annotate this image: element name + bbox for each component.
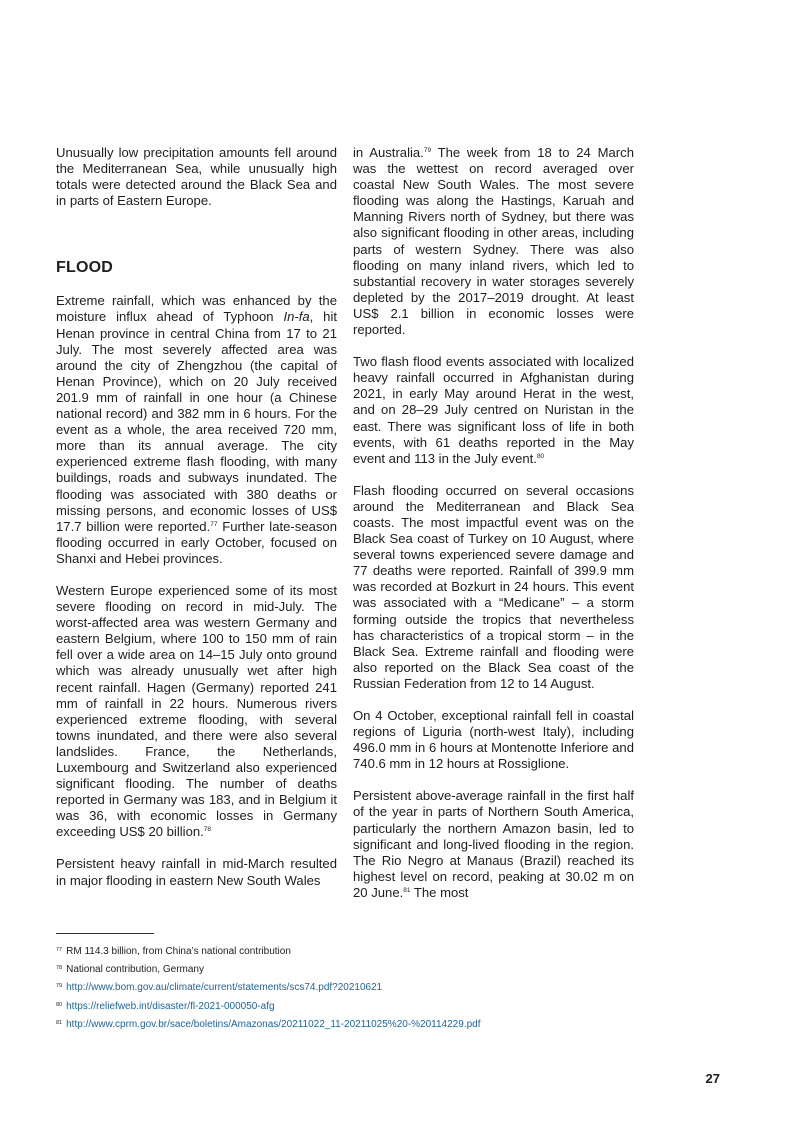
paragraph-amazon	[353, 788, 634, 901]
paragraph-mediterranean: Unusually low precipitation amounts fell around the Mediterranean Sea, while unusually high totals were detected around the Black Sea and in parts of Eastern Europe.	[56, 145, 337, 209]
paragraph-new-south-wales: Persistent heavy rainfall in mid-March resulted in major flooding in eastern New South Wales	[56, 856, 337, 888]
footnote-number: 78	[56, 965, 63, 972]
footnote-80	[56, 997, 480, 1015]
footnote-number: 81	[56, 1019, 63, 1026]
text: Extreme rainfall, which was enhanced by the moisture influx ahead of Typhoon	[56, 293, 337, 325]
paragraph-australia	[353, 145, 634, 338]
footnote-number: 80	[56, 1001, 63, 1008]
text: in Australia.	[353, 145, 424, 160]
footnote-ref[interactable]: 79	[423, 147, 432, 154]
paragraph-western-europe	[56, 583, 337, 841]
paragraph-henan	[56, 293, 337, 567]
section-heading-flood: FLOOD	[56, 259, 113, 277]
footnote-text: National contribution, Germany	[66, 964, 204, 976]
left-column	[56, 145, 337, 889]
footnote-number: 79	[56, 983, 63, 990]
footnote-78	[56, 960, 480, 978]
text: Persistent above-average rainfall in the first half of the year in parts of Northern South America, particularly the northern Amazon basin, led to significant and long-lived flooding in the region. The Rio Negro at Manaus (Brazil) reached its highest level on record, peaking at 30.02 m on 20 June.	[353, 788, 634, 900]
text: , hit Henan province in central China from 17 to 21 July. The most severely affected area was around the city of Zhengzhou (the capital of Henan Province), which on 20 July received 201.9 mm of rainfall in one hour (a Chinese national record) and 382 mm in 6 hours. For the event as a whole, the area received 720 mm, more than its annual average. The city experienced extreme flash flooding, with many buildings, roads and subways inundated. The flooding was associated with 380 deaths or missing persons, and economic losses of US$ 17.7 billion were reported.	[56, 309, 337, 534]
paragraph-liguria: On 4 October, exceptional rainfall fell in coastal regions of Liguria (north-west Italy), including 496.0 mm in 6 hours at Montenotte Inferiore and 740.6 mm in 12 hours at Rossiglione.	[353, 708, 634, 772]
text: Western Europe experienced some of its most severe flooding on record in mid-July. The worst-affected area was western Germany and eastern Belgium, where 100 to 150 mm of rain fell over a wide area on 14–15 July onto ground which was already unusually wet after high recent rainfall. Hagen (Germany) reported 241 mm of rainfall in 22 hours. Numerous rivers experienced extreme flooding, with several towns inundated, and there were also several landslides. France, the Netherlands, Luxembourg and Switzerland also experienced significant flooding. The number of deaths reported in Germany was 183, and in Belgium it was 36, with economic losses in Germany exceeding US$ 20 billion.	[56, 582, 337, 840]
footnote-link[interactable]: http://www.cprm.gov.br/sace/boletins/Amazonas/20211022_11-20211025%20-%20114229.pdf	[66, 1018, 481, 1030]
text: The most	[410, 884, 469, 900]
paragraph-black-sea: Flash flooding occurred on several occasions around the Mediterranean and Black Sea coasts. The most impactful event was on the Black Sea coast of Turkey on 10 August, where several towns experienced severe damage and 77 deaths were reported. Rainfall of 399.9 mm was recorded at Bozkurt in 24 hours. This event was associated with a “Medicane” – a storm forming outside the tropics that nevertheless has characteristics of a tropical storm – in the Black Sea. Extreme rainfall and flooding were also reported on the Black Sea coast of the Russian Federation from 12 to 14 August.	[353, 482, 634, 691]
footnotes	[56, 942, 480, 1033]
footnote-number: 77	[56, 947, 63, 953]
footnote-77	[56, 942, 480, 960]
footnote-ref[interactable]: 81	[403, 886, 411, 894]
footnote-divider	[56, 933, 154, 934]
text: The week from 18 to 24 March was the wettest on record averaged over coastal New South Wales. The most severe flooding was along the Hastings, Karuah and Manning Rivers north of Sydney, but there was also significant flooding in other areas, including parts of western Sydney. There was also flooding on many inland rivers, which led to substantial recovery in water storages severely depleted by the 2017–2019 drought. At least US$ 2.1 billion in economic losses were reported.	[353, 145, 634, 338]
footnote-79	[56, 978, 480, 996]
text: Further late-season flooding occurred in early October, focused on Shanxi and Hebei provinces.	[56, 518, 337, 566]
right-column	[353, 145, 634, 901]
footnote-ref[interactable]: 78	[203, 826, 211, 834]
paragraph-afghanistan	[353, 354, 634, 467]
footnote-81	[56, 1015, 480, 1033]
footnote-text: RM 114.3 billion, from China’s national contribution	[66, 946, 291, 957]
footnote-ref[interactable]: 80	[536, 452, 545, 460]
footnote-link[interactable]: http://www.bom.gov.au/climate/current/statements/scs74.pdf?20210621	[66, 982, 383, 994]
footnote-link[interactable]: https://reliefweb.int/disaster/fl-2021-000050-afg	[66, 1000, 275, 1012]
footnote-ref[interactable]: 77	[210, 520, 218, 528]
page-number: 27	[705, 1071, 720, 1086]
typhoon-name: In-fa	[283, 309, 310, 325]
text: Two flash flood events associated with localized heavy rainfall occurred in Afghanistan during 2021, in early May around Herat in the west, and on 28–29 July centred on Nuristan in the east. There was significant loss of life in both events, with 61 deaths reported in the May event and 113 in the July event.	[353, 354, 634, 466]
